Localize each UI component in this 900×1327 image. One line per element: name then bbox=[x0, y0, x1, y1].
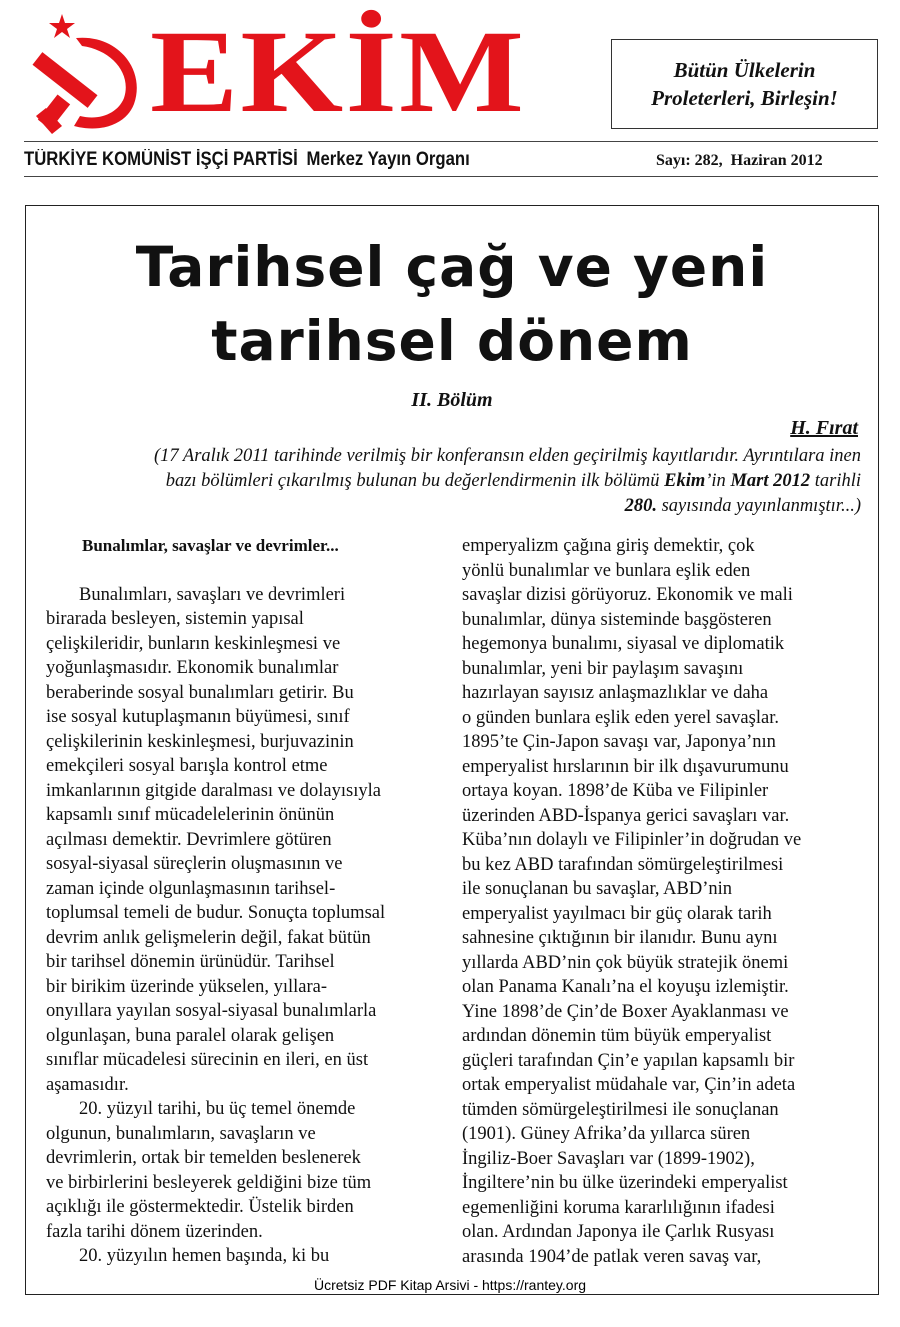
text-line: yıllarda ABD’nin çok büyük stratejik önemi bbox=[462, 952, 789, 973]
text-line: hazırlayan sayısız anlaşmazlıklar ve daha bbox=[462, 683, 769, 703]
text-line: İngiltere’nin bu ülke üzerindeki emperyalist bbox=[462, 1173, 788, 1193]
issue-date: Haziran 2012 bbox=[730, 152, 823, 169]
text-line: 1895’te Çin-Japon savaşı var, Japonya’nın bbox=[462, 732, 776, 752]
text-line: onyıllara yayılan sosyal-siyasal bunalımlarla bbox=[46, 1001, 377, 1021]
text-line: emperyalizm çağına giriş demektir, çok bbox=[462, 536, 755, 556]
title-line-1: Tarihsel çağ ve yeni bbox=[135, 235, 769, 299]
motto-line-1: Bütün Ülkelerin bbox=[673, 58, 816, 82]
right-column-body bbox=[462, 534, 862, 1269]
text-line: ortak emperyalist müdahale var, Çin’in adeta bbox=[462, 1075, 796, 1095]
motto-box bbox=[611, 39, 878, 129]
text-line: ortaya koyan. 1898’de Küba ve Filipinler bbox=[462, 781, 769, 801]
left-column-body bbox=[46, 583, 430, 1269]
party-name: TÜRKİYE KOMÜNİST İŞÇİ PARTİSİ bbox=[24, 149, 298, 170]
note-text: ’in bbox=[705, 471, 731, 491]
note-mart: Mart 2012 bbox=[730, 471, 811, 491]
text-line: kapsamlı sınıf mücadelelerinin önünün bbox=[46, 805, 335, 825]
text-line: olan. Ardından Japonya ile Çarlık Rusyası bbox=[462, 1222, 775, 1242]
text-line: hegemonya bunalımı, siyasal ve diplomatik bbox=[462, 634, 785, 654]
masthead-rule-top bbox=[24, 141, 878, 142]
text-line: aşamasıdır. bbox=[46, 1074, 129, 1095]
title-line-2: tarihsel dönem bbox=[211, 309, 693, 373]
text-line: sahnesine çıktığının bir ilanıdır. Bunu aynı bbox=[462, 928, 778, 948]
note-ekim: Ekim bbox=[664, 471, 706, 491]
text-line: yoğunlaşmasıdır. Ekonomik bunalımlar bbox=[46, 658, 339, 678]
text-line: Küba’nın dolaylı ve Filipinler’in doğrudan ve bbox=[462, 830, 802, 850]
text-line: olan Panama Kanalı’na el koyuşu izlemiştir. bbox=[462, 977, 789, 997]
text-line: üzerinden ABD-İspanya gerici savaşları var. bbox=[462, 805, 790, 826]
text-line: bir birikim üzerinde yükselen, yıllara- bbox=[46, 976, 328, 997]
text-line: bunalımlar, yeni bir paylaşım savaşını bbox=[462, 658, 744, 679]
article-column-right bbox=[462, 534, 862, 1269]
article-column-left bbox=[46, 534, 430, 1269]
text-line: savaşlar dizisi görüyoruz. Ekonomik ve mali bbox=[462, 585, 793, 605]
article-title bbox=[26, 230, 878, 378]
text-line: emperyalist hırslarının bir ilk dışavurumunu bbox=[462, 756, 789, 777]
text-line: güçleri tarafından Çin’e yapılan kapsamlı bir bbox=[462, 1050, 795, 1071]
organ-label: Merkez Yayın Organı bbox=[306, 149, 470, 170]
hammer-and-sickle-icon bbox=[24, 12, 144, 134]
article-part: II. Bölüm bbox=[411, 389, 493, 411]
text-line: bu kez ABD tarafından sömürgeleştirilmesi bbox=[462, 854, 784, 875]
note-line-3 bbox=[56, 494, 861, 519]
issue-info bbox=[656, 148, 823, 174]
text-line: açıklığı ile göstermektedir. Üstelik birden bbox=[46, 1197, 354, 1217]
newspaper-logo: EKİM bbox=[150, 6, 527, 137]
note-line-1: (17 Aralık 2011 tarihinde verilmiş bir konferansın elden geçirilmiş kayıtlarıdır. Ayrıntılara inen bbox=[153, 446, 861, 466]
text-line: 20. yüzyılın hemen başında, ki bu bbox=[79, 1246, 330, 1266]
text-line: bunalımlar, dünya sisteminde başgösteren bbox=[462, 609, 772, 630]
text-line: Bunalımları, savaşları ve devrimleri bbox=[79, 584, 346, 605]
text-line: olgunun, bunalımların, savaşların ve bbox=[46, 1123, 316, 1144]
text-line: tümden sömürgeleştirilmesi ile sonuçlanan bbox=[462, 1099, 779, 1120]
text-line: imkanlarının gitgide daralması ve dolayısıyla bbox=[46, 780, 381, 801]
text-line: sosyal-siyasal süreçlerin oluşmasının ve bbox=[46, 854, 343, 874]
text-line: devrim anlık gelişmelerin değil, fakat bütün bbox=[46, 927, 371, 948]
text-line: beraberinde sosyal bunalımları getirir. Bu bbox=[46, 682, 354, 703]
text-line: devrimlerin, ortak bir temelden beslenerek bbox=[46, 1148, 361, 1168]
source-footer: Ücretsiz PDF Kitap Arsivi - https://rantey.org bbox=[313, 1277, 587, 1293]
note-line-2 bbox=[56, 469, 861, 494]
text-line: yönlü bunalımlar ve bunlara eşlik eden bbox=[462, 560, 751, 581]
text-line: 20. yüzyıl tarihi, bu üç temel önemde bbox=[79, 1099, 356, 1119]
note-text: tarihli bbox=[810, 471, 861, 491]
text-line: sınıflar mücadelesi sürecinin en ileri, en üst bbox=[46, 1050, 369, 1070]
text-line: (1901). Güney Afrika’da yıllarca süren bbox=[462, 1124, 751, 1144]
text-line: olgunlaşan, buna paralel olarak gelişen bbox=[46, 1025, 335, 1046]
text-line: zaman içinde olgunlaşmasının tarihsel- bbox=[46, 878, 336, 899]
text-line: egemenliğini koruma kararlılığının ifadesi bbox=[462, 1197, 775, 1218]
text-line: fazla tarihi dönem üzerinden. bbox=[46, 1221, 263, 1242]
party-line bbox=[24, 146, 470, 174]
text-line: toplumsal temeli de budur. Sonuçta toplumsal bbox=[46, 903, 386, 923]
text-line: o günden bunlara eşlik eden yerel savaşlar. bbox=[462, 707, 779, 728]
text-line: İngiliz-Boer Savaşları var (1899-1902), bbox=[462, 1148, 755, 1169]
text-line: ile sonuçlanan bu savaşlar, ABD’nin bbox=[462, 879, 733, 899]
note-text: bazı bölümleri çıkarılmış bulunan bu değerlendirmenin ilk bölümü bbox=[165, 471, 665, 491]
text-line: bir tarihsel dönemin ürünüdür. Tarihsel bbox=[46, 952, 335, 972]
text-line: açılması demektir. Devrimlere götüren bbox=[46, 829, 332, 850]
masthead-rule-bottom bbox=[24, 176, 878, 177]
text-line: ardından dönemin tüm büyük emperyalist bbox=[462, 1026, 772, 1046]
text-line: ise sosyal kutuplaşmanın büyümesi, sınıf bbox=[46, 707, 350, 727]
text-line: Yine 1898’de Çin’de Boxer Ayaklanması ve bbox=[462, 1001, 789, 1022]
issue-number: Sayı: 282, bbox=[656, 152, 723, 169]
article-author: H. Fırat bbox=[790, 417, 858, 439]
text-line: çelişkilerinin keskinleşmesi, burjuvazinin bbox=[46, 731, 354, 752]
motto-line-2: Proleterleri, Birleşin! bbox=[651, 86, 838, 110]
text-line: emperyalist yayılmacı bir güç olarak tarih bbox=[462, 903, 772, 924]
editorial-note bbox=[56, 444, 861, 519]
note-issue-number: 280. bbox=[624, 496, 657, 516]
text-line: emekçileri sosyal barışla kontrol etme bbox=[46, 756, 328, 776]
text-line: ve birbirlerini besleyerek geldiğini bize tüm bbox=[46, 1172, 372, 1193]
section-subheading: Bunalımlar, savaşlar ve devrimler... bbox=[82, 536, 339, 555]
text-line: birarada besleyen, sistemin yapısal bbox=[46, 609, 304, 629]
note-text: sayısında yayınlanmıştır...) bbox=[656, 496, 861, 516]
masthead bbox=[0, 0, 900, 190]
text-line: çelişkileridir, bunların keskinleşmesi ve bbox=[46, 633, 341, 654]
text-line: arasında 1904’de patlak veren savaş var, bbox=[462, 1246, 762, 1267]
